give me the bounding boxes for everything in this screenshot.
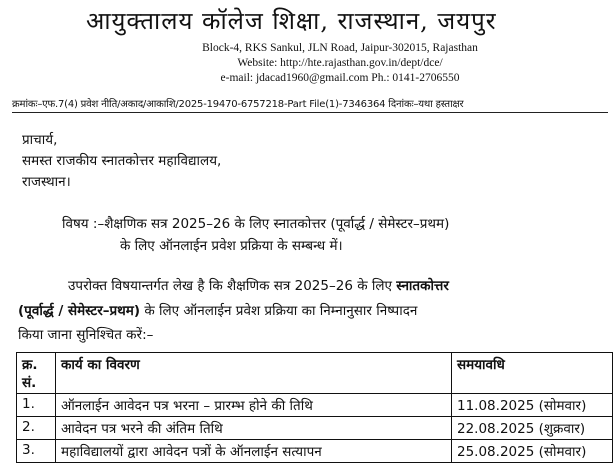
body-line-2-bold: (पूर्वार्द्ध / सेमेस्टर–प्रथम) — [18, 303, 141, 319]
office-title: आयुक्तालय कॉलेज शिक्षा, राजस्थान, जयपुर — [86, 7, 497, 35]
header-divider — [12, 112, 608, 113]
column-header-date: समयावधि — [452, 353, 613, 394]
body-line-2 — [18, 301, 417, 319]
body-line-2-text: के लिए ऑनलाईन प्रवेश प्रक्रिया का निम्नानुसार निष्पादन — [140, 303, 418, 319]
body-line-3: किया जाना सुनिश्चित करें:– — [18, 327, 154, 343]
row-task: महाविद्यालयों द्वारा आवेदन पत्रों के ऑनलाईन सत्यापन — [56, 440, 452, 463]
subject-line-2: के लिए ऑनलाईन प्रवेश प्रक्रिया के सम्बन्ध में। — [120, 238, 343, 254]
row-sno: 2. — [17, 417, 56, 440]
office-contact: e-mail: jdacad1960@gmail.com Ph.: 0141-2706550 — [220, 72, 460, 84]
row-sno: 3. — [17, 440, 56, 463]
column-header-sno: क्र. सं. — [17, 353, 56, 394]
office-address: Block-4, RKS Sankul, JLN Road, Jaipur-302015, Rajasthan — [202, 42, 478, 54]
recipient-line-3: राजस्थान। — [22, 174, 71, 190]
row-task: आवेदन पत्र भरने की अंतिम तिथि — [56, 417, 452, 440]
row-task: ऑनलाईन आवेदन पत्र भरना – प्रारम्भ होने की तिथि — [56, 394, 452, 417]
body-line-1-text: उपरोक्त विषयान्तर्गत लेख है कि शैक्षणिक सत्र 2025–26 के लिए — [68, 278, 397, 294]
reference-number: क्रमांकः–एफ.7(4) प्रवेश नीति/अकाद/आकाशि/2025-19470-6757218-Part File(1)-7346364 दिनांकः–यथा हस्ताक्षर — [12, 99, 464, 110]
row-sno: 1. — [17, 394, 56, 417]
recipient-line-2: समस्त राजकीय स्नातकोत्तर महाविद्यालय, — [22, 153, 222, 169]
table-row — [17, 417, 613, 440]
column-header-task: कार्य का विवरण — [56, 353, 452, 394]
schedule-table — [16, 352, 613, 463]
row-date: 22.08.2025 (शुक्रवार) — [452, 417, 613, 440]
table-row — [17, 394, 613, 417]
office-website: Website: http://hte.rajasthan.gov.in/dept/dce/ — [237, 57, 443, 69]
body-line-1-bold: स्नातकोत्तर — [396, 278, 449, 294]
table-row — [17, 440, 613, 463]
row-date: 25.08.2025 (सोमवार) — [452, 440, 613, 463]
recipient-line-1: प्राचार्य, — [22, 132, 58, 148]
row-date: 11.08.2025 (सोमवार) — [452, 394, 613, 417]
body-line-1 — [68, 276, 449, 294]
subject-line-1: विषय :–शैक्षणिक सत्र 2025–26 के लिए स्नातकोत्तर (पूर्वार्द्ध / सेमेस्टर–प्रथम) — [62, 216, 450, 232]
table-header-row — [17, 353, 613, 394]
